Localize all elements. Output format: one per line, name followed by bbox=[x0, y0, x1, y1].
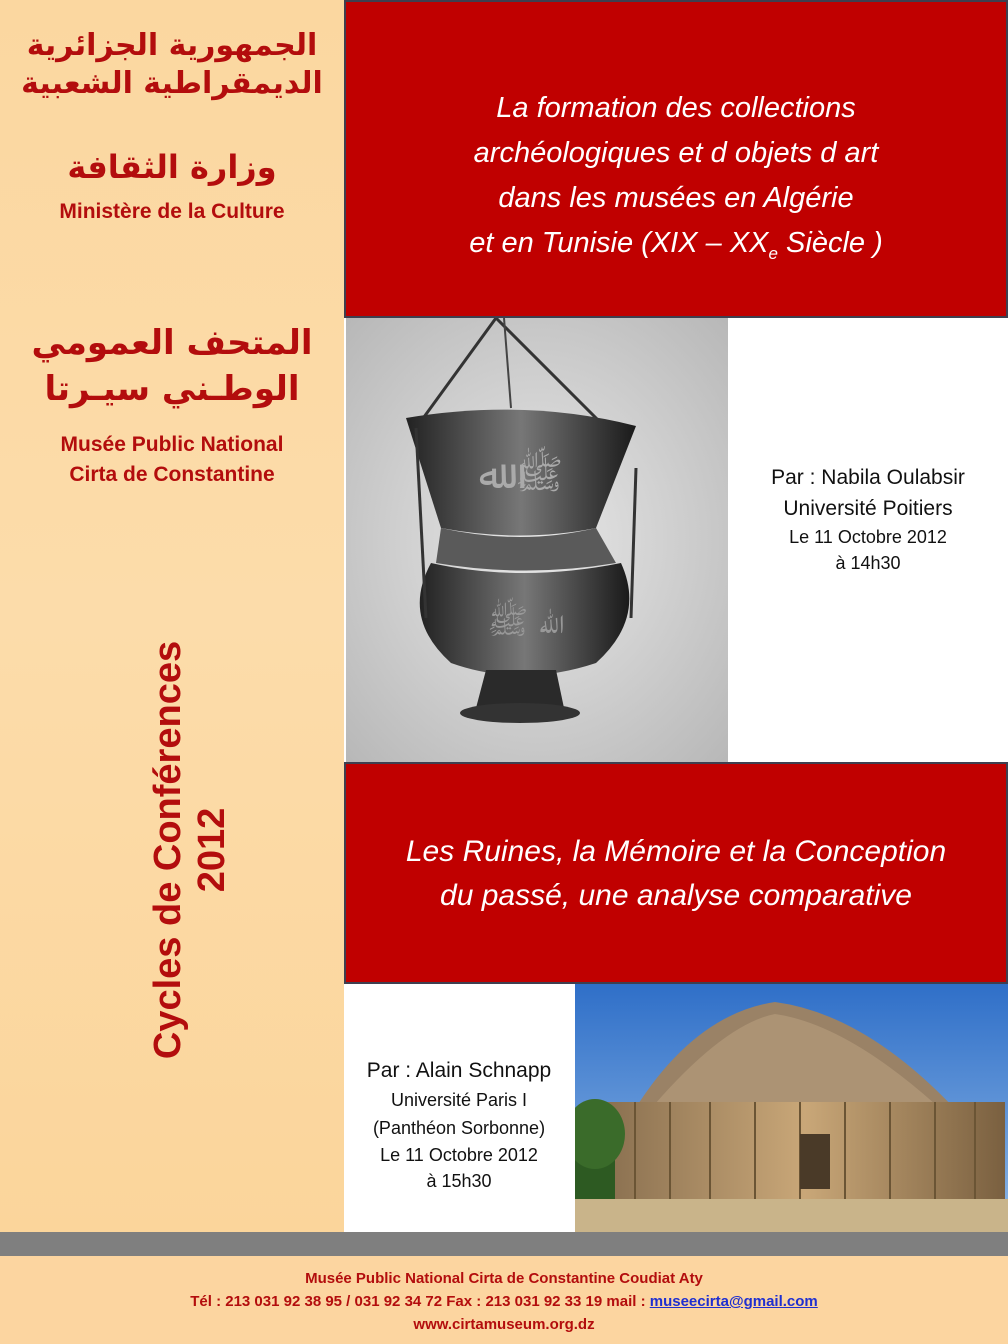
talk2-speaker: Par : Alain Schnapp bbox=[366, 1059, 552, 1082]
svg-text:ﷺ ﷲ: ﷺ ﷲ bbox=[478, 452, 564, 498]
museum-name-line2: Cirta de Constantine bbox=[69, 463, 275, 486]
talk2-affiliation2: (Panthéon Sorbonne) bbox=[372, 1118, 546, 1138]
talk2-affiliation1: Université Paris I bbox=[390, 1090, 528, 1110]
talk2-title-box bbox=[344, 762, 1008, 984]
email-link[interactable]: museecirta@gmail.com bbox=[649, 1293, 818, 1310]
talk2-title-line1: Les Ruines, la Mémoire et la Conception bbox=[405, 835, 947, 868]
talk1-time: à 14h30 bbox=[835, 553, 901, 573]
talk2-title-line2: du passé, une analyse comparative bbox=[440, 879, 912, 912]
talk1-title-box bbox=[344, 0, 1008, 318]
arabic-republic-line1: الجمهورية الجزائرية bbox=[26, 28, 318, 63]
footer-address: Musée Public National Cirta de Constantine Coudiat Aty bbox=[305, 1270, 703, 1287]
footer-contact: Tél : 213 031 92 38 95 / 031 92 34 72 Fax : 213 031 92 33 19 mail : museecirta@gmail.com bbox=[190, 1293, 818, 1310]
lamp-photo bbox=[346, 318, 728, 762]
arabic-republic-line2: الديمقراطية الشعبية bbox=[21, 66, 323, 101]
talk1-affiliation: Université Poitiers bbox=[783, 497, 953, 520]
talk2-date: Le 11 Octobre 2012 bbox=[380, 1145, 538, 1165]
talk2-time: à 15h30 bbox=[426, 1171, 492, 1191]
ministry-label: Ministère de la Culture bbox=[59, 200, 285, 223]
cycle-title-vertical bbox=[146, 610, 234, 1090]
talk1-title-line2: archéologiques et d objets d art bbox=[473, 137, 879, 169]
arabic-museum-line2: الوطـني سيـرتا bbox=[44, 369, 300, 409]
footer bbox=[0, 1256, 1008, 1344]
footer-divider bbox=[0, 1232, 1008, 1256]
talk2-speaker-block bbox=[344, 1055, 574, 1194]
svg-text:ﷲ ﷺ: ﷲ ﷺ bbox=[487, 602, 565, 642]
talk1-title-line1: La formation des collections bbox=[496, 92, 856, 124]
sidebar bbox=[0, 0, 344, 1232]
monument-photo bbox=[575, 984, 1008, 1232]
museum-name-line1: Musée Public National bbox=[60, 433, 284, 456]
talk1-title-line3: dans les musées en Algérie bbox=[498, 182, 854, 214]
talk1-date: Le 11 Octobre 2012 bbox=[789, 527, 947, 547]
talk1-speaker-block bbox=[728, 462, 1008, 576]
arabic-museum-line1: المتحف العمومي bbox=[31, 323, 313, 363]
arabic-ministry: وزارة الثقافة bbox=[67, 148, 277, 186]
talk1-title-line4: et en Tunisie ($XIX - XX_e$ Siècle ) bbox=[469, 227, 883, 263]
cycle-title: Cycles de Conférences bbox=[147, 640, 189, 1060]
talk1-speaker: Par : Nabila Oulabsir bbox=[771, 466, 965, 489]
cycle-year: 2012 bbox=[191, 807, 233, 893]
footer-website[interactable]: www.cirtamuseum.org.dz bbox=[413, 1316, 595, 1333]
